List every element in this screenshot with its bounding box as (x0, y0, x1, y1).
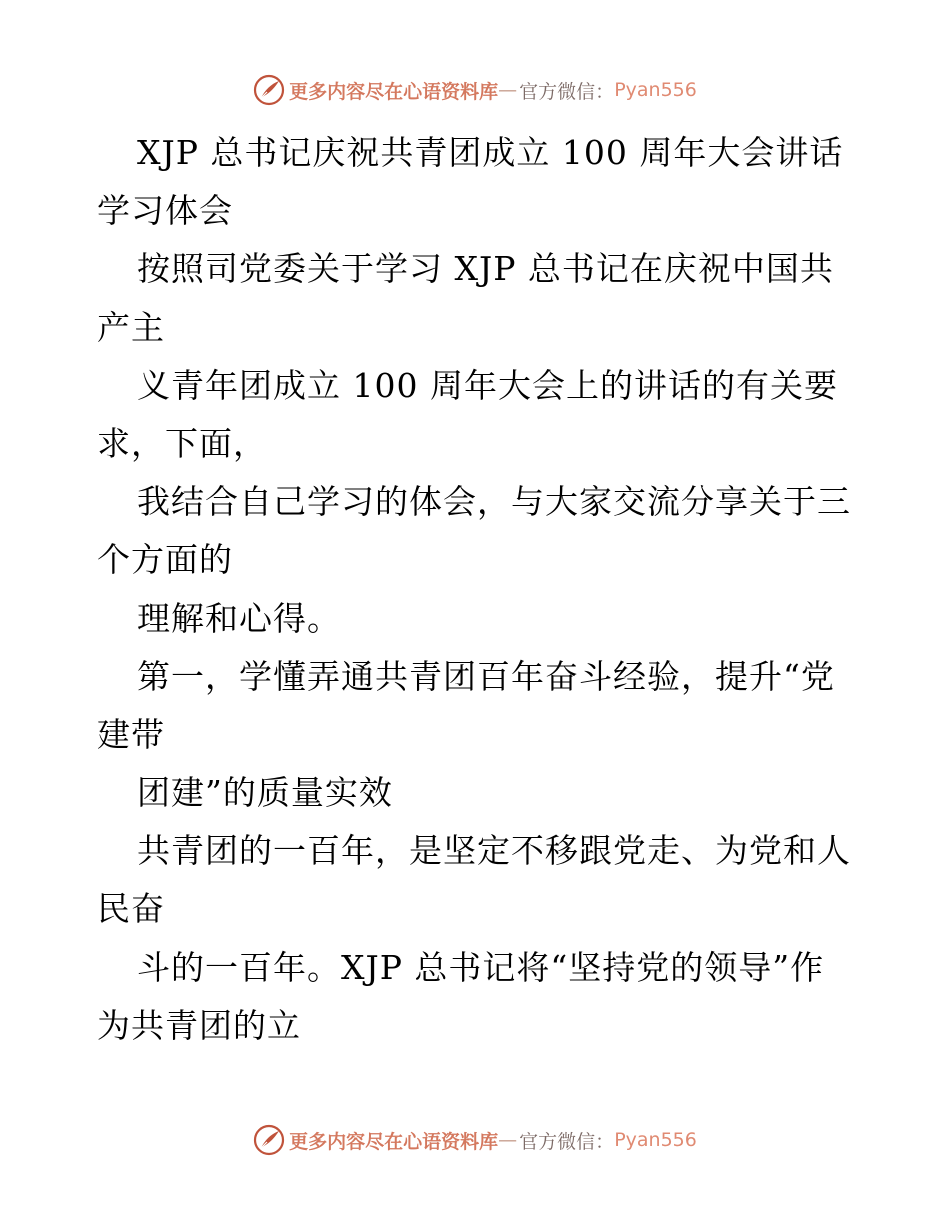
text-line: 第一，学懂弄通共青团百年奋斗经验，提升“党 (137, 656, 835, 696)
text-line: 我结合自己学习的体会，与大家交流分享关于三 (137, 482, 851, 522)
text-line: 建带 (97, 714, 165, 754)
text-line: 求，下面， (97, 423, 267, 463)
text-line: 共青团的一百年，是坚定不移跟党走、为党和人 (137, 831, 851, 871)
text-line: 为共青团的立 (97, 1005, 301, 1045)
footer-watermark (0, 1120, 950, 1160)
text-line: 个方面的 (97, 540, 233, 580)
text-line: 产主 (97, 307, 165, 347)
watermark-main-text: 更多内容尽在心语资料库 (289, 1130, 499, 1153)
text-line: XJP 总书记庆祝共青团成立 100 周年大会讲话 (137, 133, 844, 172)
document-body (97, 124, 857, 1055)
feather-quill-logo-icon (253, 1124, 285, 1156)
watermark-sub-text: 官方微信： (519, 1130, 615, 1153)
text-line: 理解和心得。 (137, 598, 341, 638)
text-line: 民奋 (97, 889, 165, 929)
watermark-main-text: 更多内容尽在心语资料库 (289, 80, 499, 103)
watermark-wechat-id: Pyan556 (614, 79, 697, 101)
text-line: 斗的一百年。XJP 总书记将“坚持党的领导”作 (137, 947, 825, 987)
watermark-dash: — (498, 79, 518, 101)
watermark-dash: — (498, 1129, 518, 1151)
header-watermark (0, 70, 950, 110)
text-line: 团建”的质量实效 (137, 773, 393, 813)
text-line: 学习体会 (97, 191, 233, 231)
watermark-wechat-id: Pyan556 (614, 1129, 697, 1151)
text-line: 义青年团成立 100 周年大会上的讲话的有关要 (137, 365, 838, 405)
watermark-sub-text: 官方微信： (519, 80, 615, 103)
text-line: 按照司党委关于学习 XJP 总书记在庆祝中国共 (137, 249, 834, 289)
feather-quill-logo-icon (253, 74, 285, 106)
